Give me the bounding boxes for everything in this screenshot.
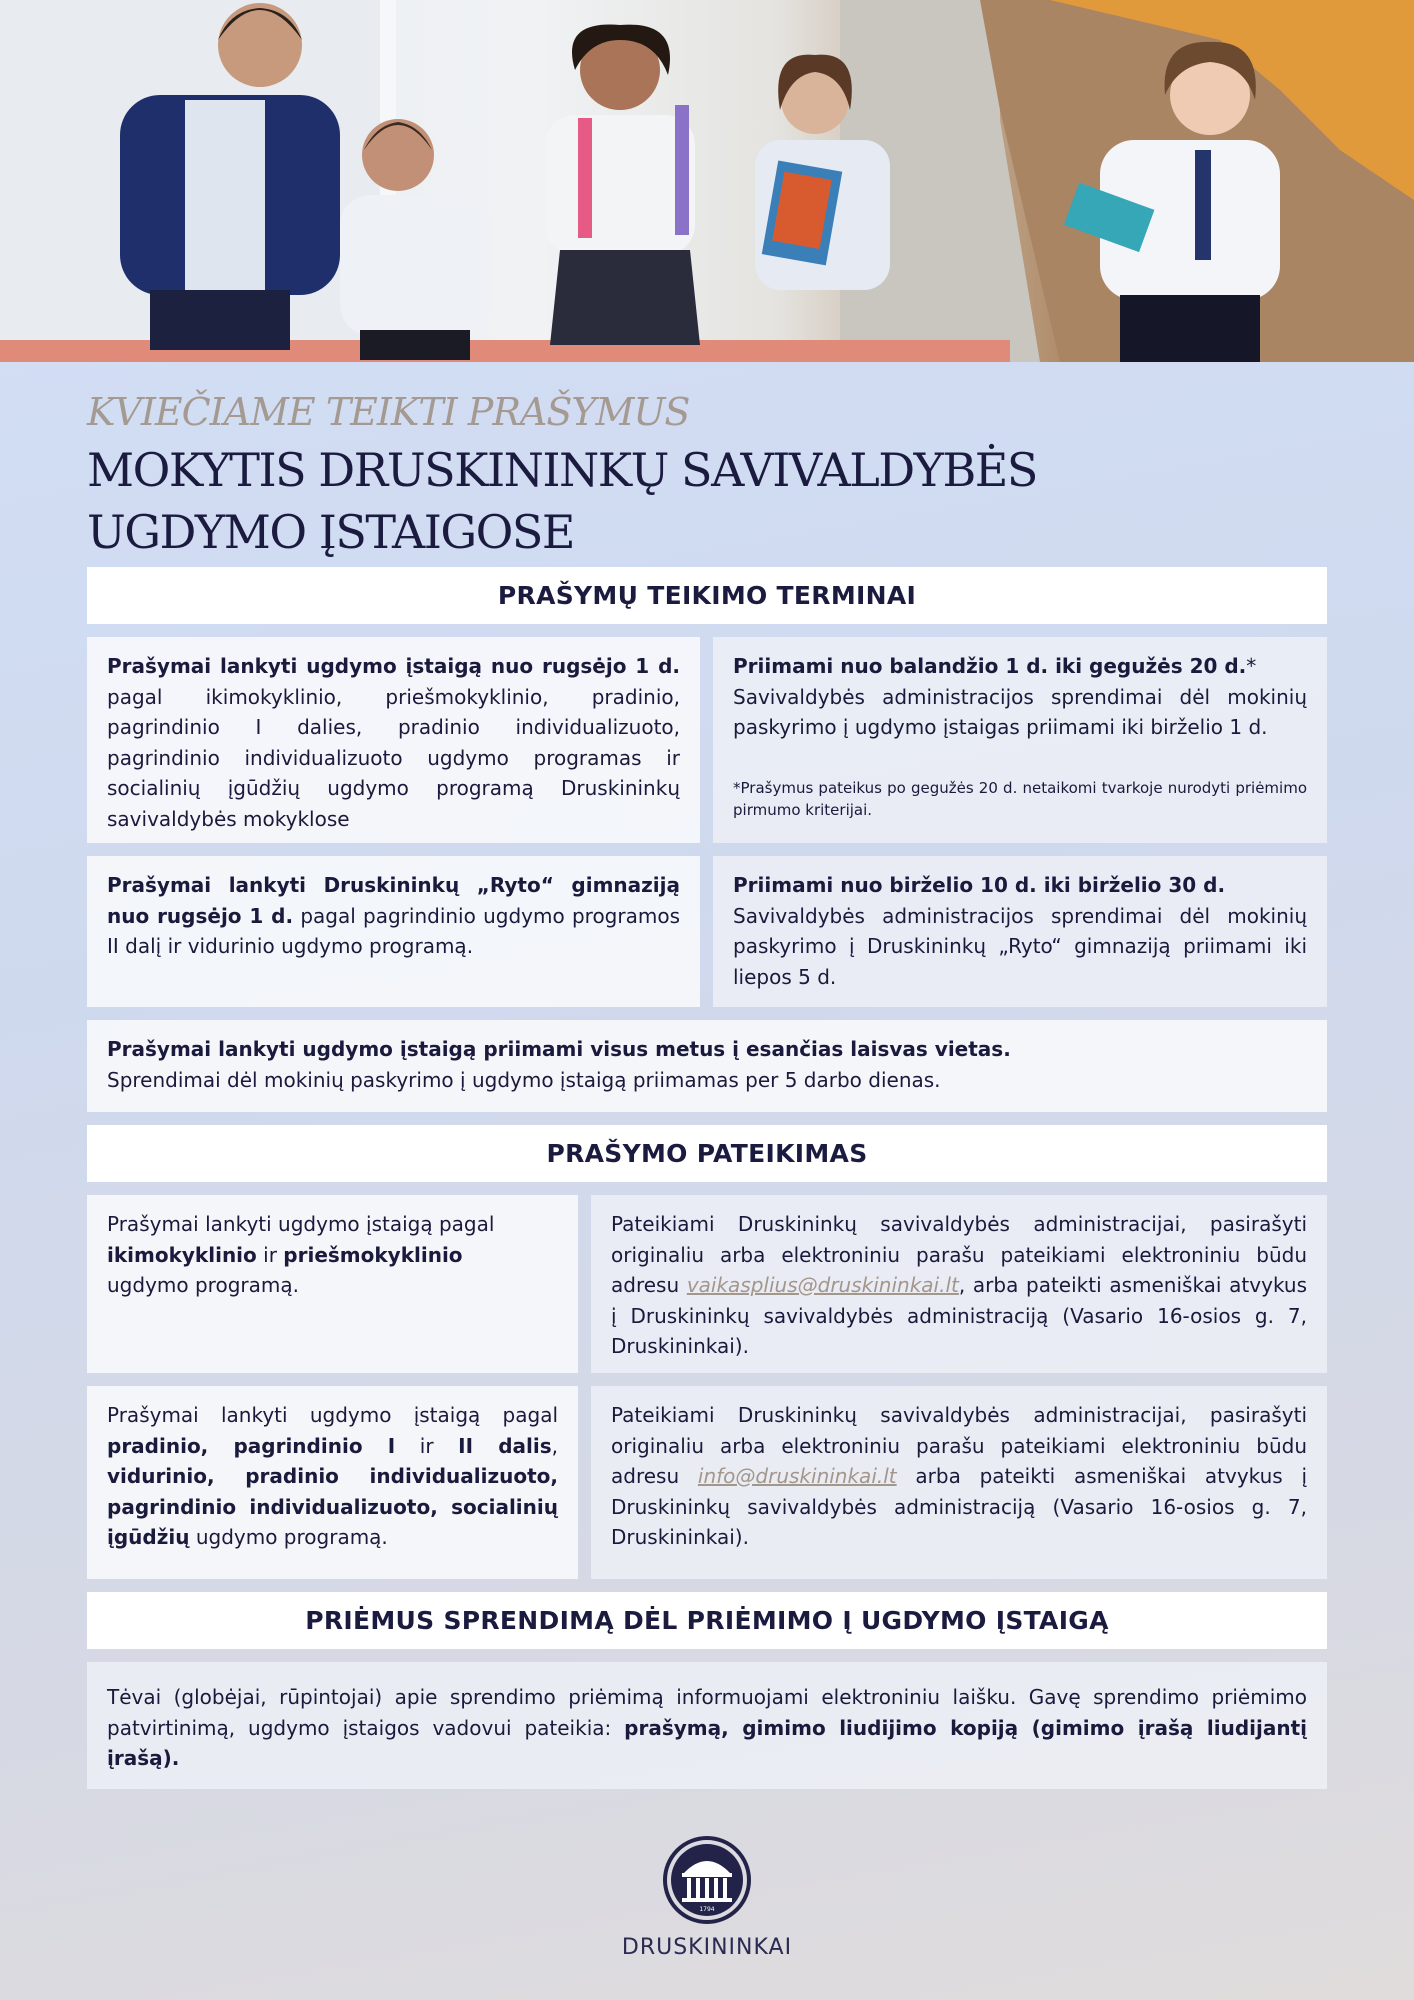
druskininkai-logo — [0, 1835, 1414, 1960]
kicker-heading: KVIEČIAME TEIKTI PRAŠYMUS — [87, 390, 690, 434]
terminai-box-1-right — [713, 637, 1327, 843]
box-text: Prašymai lankyti ugdymo įstaigą pagal — [107, 1212, 495, 1236]
box-bold: priešmokyklinio — [283, 1242, 463, 1267]
logo-year: 1794 — [699, 1906, 715, 1913]
box-text: Savivaldybės administracijos sprendimai dėl mokinių paskyrimo į Druskininkų „Ryto“ gimnaziją priimami iki liepos 5 d. — [733, 903, 1307, 989]
terminai-box-3 — [87, 1020, 1327, 1112]
page-title-line-2: UGDYMO ĮSTAIGOSE — [87, 505, 574, 559]
sprendimas-box — [87, 1662, 1327, 1789]
pateikimas-box-1-left — [87, 1195, 578, 1373]
hero-illustration — [0, 0, 1414, 362]
box-bold: Prašymai lankyti ugdymo įstaigą priimami visus metus į esančias laisvas vietas. — [107, 1037, 1011, 1061]
box-text: Tėvai (globėjai, rūpintojai) apie sprendimo priėmimą informuojami elektroniniu laišku. Gavę sprendimo priėmimo patvirtinimą, ugdymo įstaigos vadovui pateikia: — [107, 1685, 1307, 1740]
pateikimas-row-1 — [87, 1195, 1327, 1373]
box-text: ir — [419, 1433, 434, 1458]
box-bold: ikimokyklinio — [107, 1242, 257, 1267]
box-text: Sprendimai dėl mokinių paskyrimo į ugdymo įstaigą priimamas per 5 darbo dienas. — [107, 1067, 941, 1092]
box-text: Pateikiami Druskininkų savivaldybės administracijai, pasirašyti originaliu arba elektroniniu parašu pateikiami elektroniniu būdu adresu — [611, 1403, 1307, 1488]
box-text: ugdymo programą. — [195, 1525, 388, 1549]
box-text: ugdymo programą. — [107, 1273, 299, 1297]
pateikimas-row-2 — [87, 1386, 1327, 1579]
box-text: pagal pagrindinio ugdymo programos II dalį ir vidurinio ugdymo programą. — [107, 903, 680, 958]
title-block — [87, 385, 1327, 565]
logo-text: DRUSKININKAI — [621, 1935, 793, 1960]
terminai-row-1 — [87, 637, 1327, 843]
pateikimas-box-2-left — [87, 1386, 578, 1579]
box-text: Prašymai lankyti ugdymo įstaigą pagal — [107, 1403, 558, 1427]
box-bold: prašymą, gimimo liudijimo kopiją (gimimo įrašą liudijantį įrašą). — [107, 1715, 1308, 1770]
box-bold: vidurinio, pradinio individualizuoto, pagrindinio individualizuoto, socialinių įgūdžių — [107, 1464, 558, 1549]
sprendimas-row — [87, 1662, 1327, 1789]
terminai-box-1-left — [87, 637, 700, 843]
main-content — [87, 385, 1327, 1789]
hero-photo — [0, 0, 1414, 362]
email-link-info[interactable]: info@druskininkai.lt — [697, 1464, 897, 1488]
box-bold: pradinio, pagrindinio I — [107, 1433, 396, 1458]
page-title-line-1: MOKYTIS DRUSKININKŲ SAVIVALDYBĖS — [87, 443, 1037, 497]
box-text: pagal ikimokyklinio, priešmokyklinio, pradinio, pagrindinio I dalies, pradinio individualizuoto, pagrindinio individualizuoto ugdymo programas ir socialinių įgūdžių ugdymo programą Druskininkų savivaldybės mokyklose — [107, 684, 680, 831]
pateikimas-box-2-right — [591, 1386, 1327, 1579]
email-link-vaikasplius[interactable]: vaikasplius@druskininkai.lt — [686, 1273, 959, 1297]
footnote: *Prašymus pateikus po gegužės 20 d. netaikomi tvarkoje nurodyti priėmimo pirmumo kriterijai. — [733, 778, 1307, 819]
section-heading-terminai: PRAŠYMŲ TEIKIMO TERMINAI — [87, 567, 1327, 624]
box-text: ir — [263, 1242, 277, 1267]
terminai-row-3 — [87, 1020, 1327, 1112]
terminai-row-2 — [87, 856, 1327, 1007]
box-bold: Priimami nuo birželio 10 d. iki birželio 30 d. — [733, 873, 1226, 897]
terminai-box-2-left — [87, 856, 700, 1007]
box-text: arba pateikti asmeniškai atvykus į Druskininkų savivaldybės administraciją (Vasario 16-osios g. 7, Druskininkai). — [611, 1464, 1308, 1549]
section-heading-sprendimas: PRIĖMUS SPRENDIMĄ DĖL PRIĖMIMO Į UGDYMO ĮSTAIGĄ — [87, 1592, 1327, 1649]
terminai-box-2-right — [713, 856, 1327, 1007]
box-text: , arba pateikti asmeniškai atvykus į Druskininkų savivaldybės administraciją (Vasario 16-osios g. 7, Druskininkai). — [611, 1273, 1308, 1358]
section-heading-pateikimas: PRAŠYMO PATEIKIMAS — [87, 1125, 1327, 1182]
box-bold: II dalis — [458, 1433, 552, 1458]
rotunda-icon — [662, 1835, 752, 1925]
box-bold: Prašymai lankyti ugdymo įstaigą nuo rugsėjo 1 d. — [107, 654, 680, 678]
box-bold: Prašymai lankyti Druskininkų „Ryto“ gimnaziją nuo rugsėjo 1 d. — [107, 873, 680, 928]
box-text: Savivaldybės administracijos sprendimai dėl mokinių paskyrimo į ugdymo įstaigas priimami iki birželio 1 d. — [733, 684, 1307, 739]
box-text: , — [551, 1433, 559, 1458]
box-bold: Priimami nuo balandžio 1 d. iki gegužės 20 d. — [733, 654, 1247, 678]
asterisk: * — [1246, 654, 1257, 678]
box-text: Pateikiami Druskininkų savivaldybės administracijai, pasirašyti originaliu arba elektroniniu parašu pateikiami elektroniniu būdu adresu — [611, 1212, 1307, 1297]
pateikimas-box-1-right — [591, 1195, 1327, 1373]
